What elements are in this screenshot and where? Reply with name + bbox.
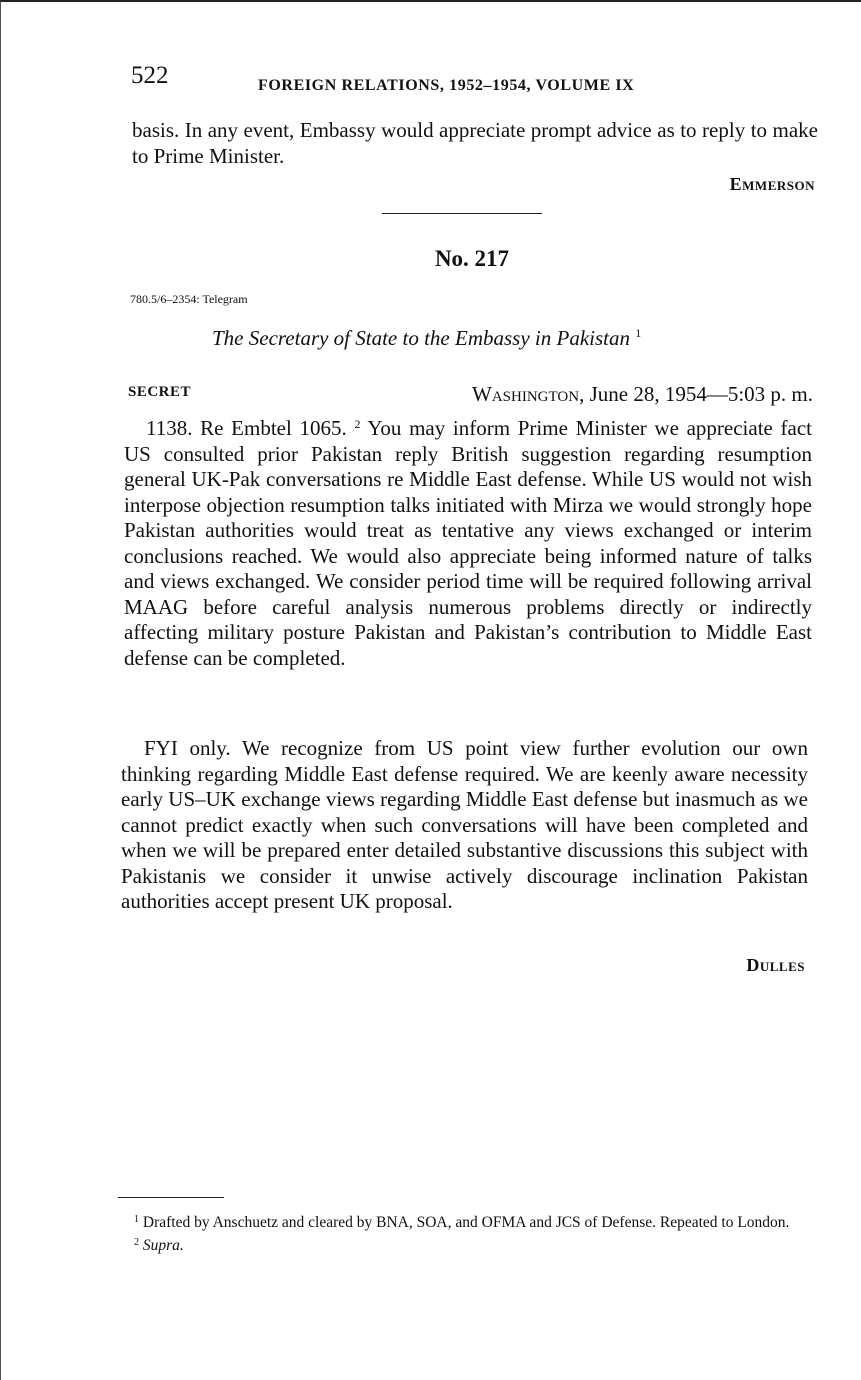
footnotes [131,1210,803,1255]
footnote-2 [131,1233,803,1256]
paragraph-1-text: You may inform Prime Minister we appreciate fact US consulted prior Pakistan reply British suggestion regarding resumption general UK-Pak conversations re Middle East defense. While US would not wish interpose objection resumption talks initiated with Mirza we would strongly hope Pakistan authorities would treat as tentative any views exchanged or interim conclusions reached. We would also appreciate being informed nature of talks and views exchanged. We consider period time will be required following arrival MAAG before careful analysis numerous problems directly or indirectly affecting military posture Pakistan and Pakistan’s contribution to Middle East defense can be completed. [124,416,813,670]
section-divider [382,213,542,214]
body-paragraph-2: FYI only. We recognize from US point view further evolution our own thinking regarding Middle East defense required. We are keenly aware necessity early US–UK exchange views regarding Middle East defense but inasmuch as we cannot predict exactly when such conversations will have been completed and when we will be prepared enter detailed substantive discussions this subject with Pakistanis we consider it unwise actively discourage inclination Pakistan authorities accept present UK proposal. [121,736,808,913]
running-head [131,62,711,98]
carryover-paragraph: basis. In any event, Embassy would appreciate prompt advice as to reply to make to Prime Minister. [132,118,818,168]
dateline-date: , June 28, 1954—5:03 p. m. [579,382,813,406]
footnote-rule [118,1197,224,1198]
file-reference: 780.5/6–2354: Telegram [130,292,248,306]
document-title [212,326,641,351]
signature-dulles: Dulles [746,955,805,975]
dateline-place: Washington [472,382,580,406]
footnote-ref-2: 2 [354,417,361,431]
body-paragraph-1 [124,412,812,671]
document-title-text: The Secretary of State to the Embassy in Pakistan [212,326,630,350]
footnote-1-text: Drafted by Anschuetz and cleared by BNA, SOA, and OFMA and JCS of Defense. Repeated to London. [142,1214,790,1231]
footnote-1-mark: 1 [134,1214,139,1225]
dateline [472,382,813,407]
paragraph-1-lead: 1138. Re Embtel 1065. [146,416,347,440]
footnote-2-text: Supra. [142,1236,184,1254]
classification-label: SECRET [128,384,192,400]
page-number: 522 [131,62,169,89]
footnote-ref-1: 1 [635,326,642,340]
signature-emmerson: Emmerson [729,174,815,194]
document-number: No. 217 [434,246,510,271]
footnote-1 [131,1210,803,1233]
running-head-title: FOREIGN RELATIONS, 1952–1954, VOLUME IX [258,77,635,94]
footnote-2-mark: 2 [134,1236,139,1248]
